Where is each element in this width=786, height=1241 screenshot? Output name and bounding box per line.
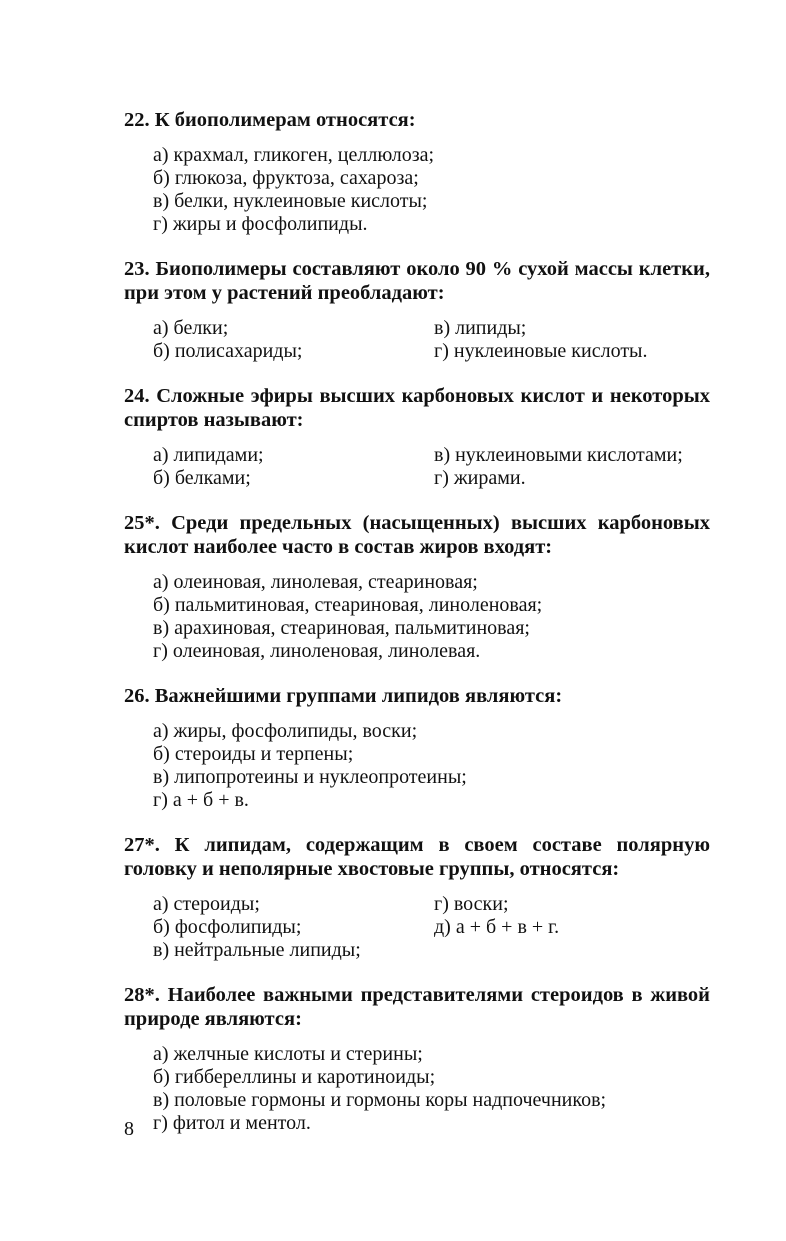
question-27 xyxy=(124,833,710,962)
answer-option: б) гиббереллины и каротиноиды; xyxy=(153,1066,436,1088)
question-title: 26. Важнейшими группами липидов являются: xyxy=(124,685,563,707)
answer-option: г) олеиновая, линоленовая, линолевая. xyxy=(153,640,481,662)
answer-list xyxy=(124,893,710,962)
answer-option: б) белками; xyxy=(153,467,251,489)
answer-list xyxy=(124,317,710,363)
answer-option: б) фосфолипиды; xyxy=(153,916,302,938)
answer-option: г) фитол и ментол. xyxy=(153,1112,311,1134)
answer-option: а) липидами; xyxy=(153,444,264,466)
question-25 xyxy=(124,511,710,663)
answer-option: в) арахиновая, стеариновая, пальмитиновая; xyxy=(153,617,530,639)
answer-option: а) белки; xyxy=(153,317,229,339)
question-title: 24. Сложные эфиры высших карбоновых кислот и некоторых спиртов называют: xyxy=(124,385,710,431)
answer-option: в) липопротеины и нуклеопротеины; xyxy=(153,766,467,788)
question-title: 28*. Наиболее важными представителями стероидов в живой природе являются: xyxy=(124,984,710,1030)
question-28 xyxy=(124,983,710,1135)
answer-option: б) полисахариды; xyxy=(153,340,303,362)
answer-list xyxy=(124,720,710,812)
question-22 xyxy=(124,108,710,236)
page-content xyxy=(124,108,710,1156)
answer-option: в) половые гормоны и гормоны коры надпочечников; xyxy=(153,1089,607,1111)
answer-option: в) нуклеиновыми кислотами; xyxy=(434,444,683,466)
answer-option: д) а + б + в + г. xyxy=(434,916,560,938)
question-23 xyxy=(124,257,710,363)
answer-option: а) желчные кислоты и стерины; xyxy=(153,1043,423,1065)
answer-option: а) олеиновая, линолевая, стеариновая; xyxy=(153,571,478,593)
answer-list xyxy=(124,144,710,236)
answer-option: а) жиры, фосфолипиды, воски; xyxy=(153,720,418,742)
question-26 xyxy=(124,684,710,812)
question-24 xyxy=(124,384,710,490)
answer-option: б) глюкоза, фруктоза, сахароза; xyxy=(153,167,419,189)
answer-option: в) нейтральные липиды; xyxy=(153,939,361,961)
answer-option: г) а + б + в. xyxy=(153,789,249,811)
question-title: 27*. К липидам, содержащим в своем составе полярную головку и неполярные хвостовые группы, относятся: xyxy=(124,834,710,880)
answer-option: г) воски; xyxy=(434,893,509,915)
answer-list xyxy=(124,444,710,490)
answer-option: в) липиды; xyxy=(434,317,527,339)
answer-list xyxy=(124,1043,710,1135)
answer-option: а) стероиды; xyxy=(153,893,260,915)
answer-option: б) пальмитиновая, стеариновая, линоленовая; xyxy=(153,594,543,616)
answer-list xyxy=(124,571,710,663)
answer-option: г) жиры и фосфолипиды. xyxy=(153,213,368,235)
answer-option: г) жирами. xyxy=(434,467,526,489)
question-title: 23. Биополимеры составляют около 90 % сухой массы клетки, при этом у растений преобладают: xyxy=(124,258,710,304)
answer-option: в) белки, нуклеиновые кислоты; xyxy=(153,190,428,212)
page-number: 8 xyxy=(124,1118,134,1140)
answer-option: г) нуклеиновые кислоты. xyxy=(434,340,648,362)
answer-option: б) стероиды и терпены; xyxy=(153,743,354,765)
answer-option: а) крахмал, гликоген, целлюлоза; xyxy=(153,144,435,166)
question-title: 22. К биополимерам относятся: xyxy=(124,109,416,131)
question-title: 25*. Среди предельных (насыщенных) высших карбоновых кислот наиболее часто в состав жиров входят: xyxy=(124,512,710,558)
